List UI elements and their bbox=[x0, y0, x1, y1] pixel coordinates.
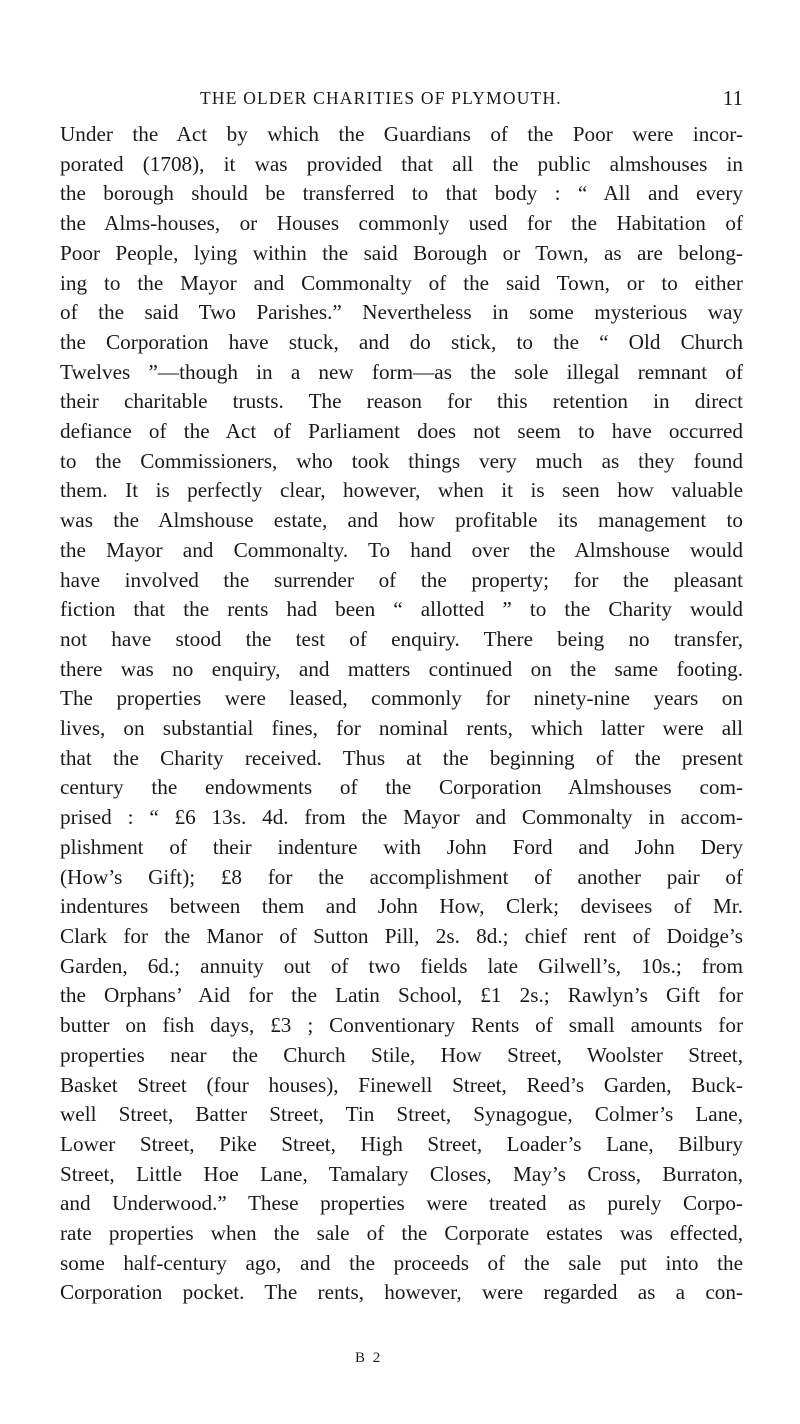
page-number: 11 bbox=[722, 86, 743, 110]
text-line: fiction that the rents had been “ allotted ” to the Charity would bbox=[60, 597, 743, 622]
text-line: properties near the Church Stile, How Street, Woolster Street, bbox=[60, 1042, 743, 1067]
text-line: rate properties when the sale of the Corporate estates was effected, bbox=[60, 1221, 743, 1246]
text-line: defiance of the Act of Parliament does not seem to have occurred bbox=[60, 419, 743, 444]
text-line: there was no enquiry, and matters continued on the same footing. bbox=[60, 656, 743, 681]
text-line: the Corporation have stuck, and do stick, to the “ Old Church bbox=[60, 329, 743, 354]
text-line: The properties were leased, commonly for ninety-nine years on bbox=[60, 686, 743, 711]
text-line: ing to the Mayor and Commonalty of the said Town, or to either bbox=[60, 270, 743, 295]
text-line: Twelves ”—though in a new form—as the sole illegal remnant of bbox=[60, 359, 743, 384]
text-line: not have stood the test of enquiry. There being no transfer, bbox=[60, 626, 743, 651]
text-line: Under the Act by which the Guardians of the Poor were incor- bbox=[60, 122, 743, 146]
text-line: Clark for the Manor of Sutton Pill, 2s. 8d.; chief rent of Doidge’s bbox=[60, 923, 743, 948]
running-title: THE OLDER CHARITIES OF PLYMOUTH. bbox=[200, 88, 562, 108]
text-line: Basket Street (four houses), Finewell Street, Reed’s Garden, Buck- bbox=[60, 1072, 743, 1097]
text-line: prised : “ £6 13s. 4d. from the Mayor and Commonalty in accom- bbox=[60, 805, 743, 830]
book-page bbox=[60, 88, 743, 1308]
text-line: was the Almshouse estate, and how profitable its management to bbox=[60, 508, 743, 533]
text-line: the Mayor and Commonalty. To hand over the Almshouse would bbox=[60, 537, 743, 562]
text-line: them. It is perfectly clear, however, when it is seen how valuable bbox=[60, 478, 743, 503]
text-line: the borough should be transferred to that body : “ All and every bbox=[60, 181, 743, 206]
signature-mark: B 2 bbox=[355, 1350, 383, 1366]
text-line: the Alms-houses, or Houses commonly used for the Habitation of bbox=[60, 211, 743, 236]
text-line: the Orphans’ Aid for the Latin School, £1 2s.; Rawlyn’s Gift for bbox=[60, 983, 743, 1008]
text-line: that the Charity received. Thus at the beginning of the present bbox=[60, 745, 743, 770]
text-line: century the endowments of the Corporation Almshouses com- bbox=[60, 775, 743, 800]
text-line: and Underwood.” These properties were treated as purely Corpo- bbox=[60, 1191, 743, 1216]
text-line: Lower Street, Pike Street, High Street, Loader’s Lane, Bilbury bbox=[60, 1131, 743, 1156]
text-line: butter on fish days, £3 ; Conventionary Rents of small amounts for bbox=[60, 1013, 743, 1038]
text-line: well Street, Batter Street, Tin Street, Synagogue, Colmer’s Lane, bbox=[60, 1102, 743, 1127]
text-line: Street, Little Hoe Lane, Tamalary Closes, May’s Cross, Burraton, bbox=[60, 1161, 743, 1186]
text-line: some half-century ago, and the proceeds of the sale put into the bbox=[60, 1250, 743, 1275]
text-line: have involved the surrender of the property; for the pleasant bbox=[60, 567, 743, 592]
text-line: lives, on substantial fines, for nominal rents, which latter were all bbox=[60, 716, 743, 741]
text-line: to the Commissioners, who took things very much as they found bbox=[60, 448, 743, 473]
text-line: Garden, 6d.; annuity out of two fields late Gilwell’s, 10s.; from bbox=[60, 953, 743, 978]
text-line: (How’s Gift); £8 for the accomplishment of another pair of bbox=[60, 864, 743, 889]
text-line: porated (1708), it was provided that all the public almshouses in bbox=[60, 151, 743, 176]
text-line: Corporation pocket. The rents, however, were regarded as a con- bbox=[60, 1280, 743, 1305]
text-line: indentures between them and John How, Clerk; devisees of Mr. bbox=[60, 894, 743, 919]
text-line: their charitable trusts. The reason for this retention in direct bbox=[60, 389, 743, 414]
text-line: Poor People, lying within the said Borough or Town, as are belong- bbox=[60, 240, 743, 265]
body-paragraph bbox=[60, 120, 743, 1308]
running-header bbox=[60, 88, 743, 120]
text-line: plishment of their indenture with John Ford and John Dery bbox=[60, 834, 743, 859]
text-line: of the said Two Parishes.” Nevertheless in some mysterious way bbox=[60, 300, 743, 325]
